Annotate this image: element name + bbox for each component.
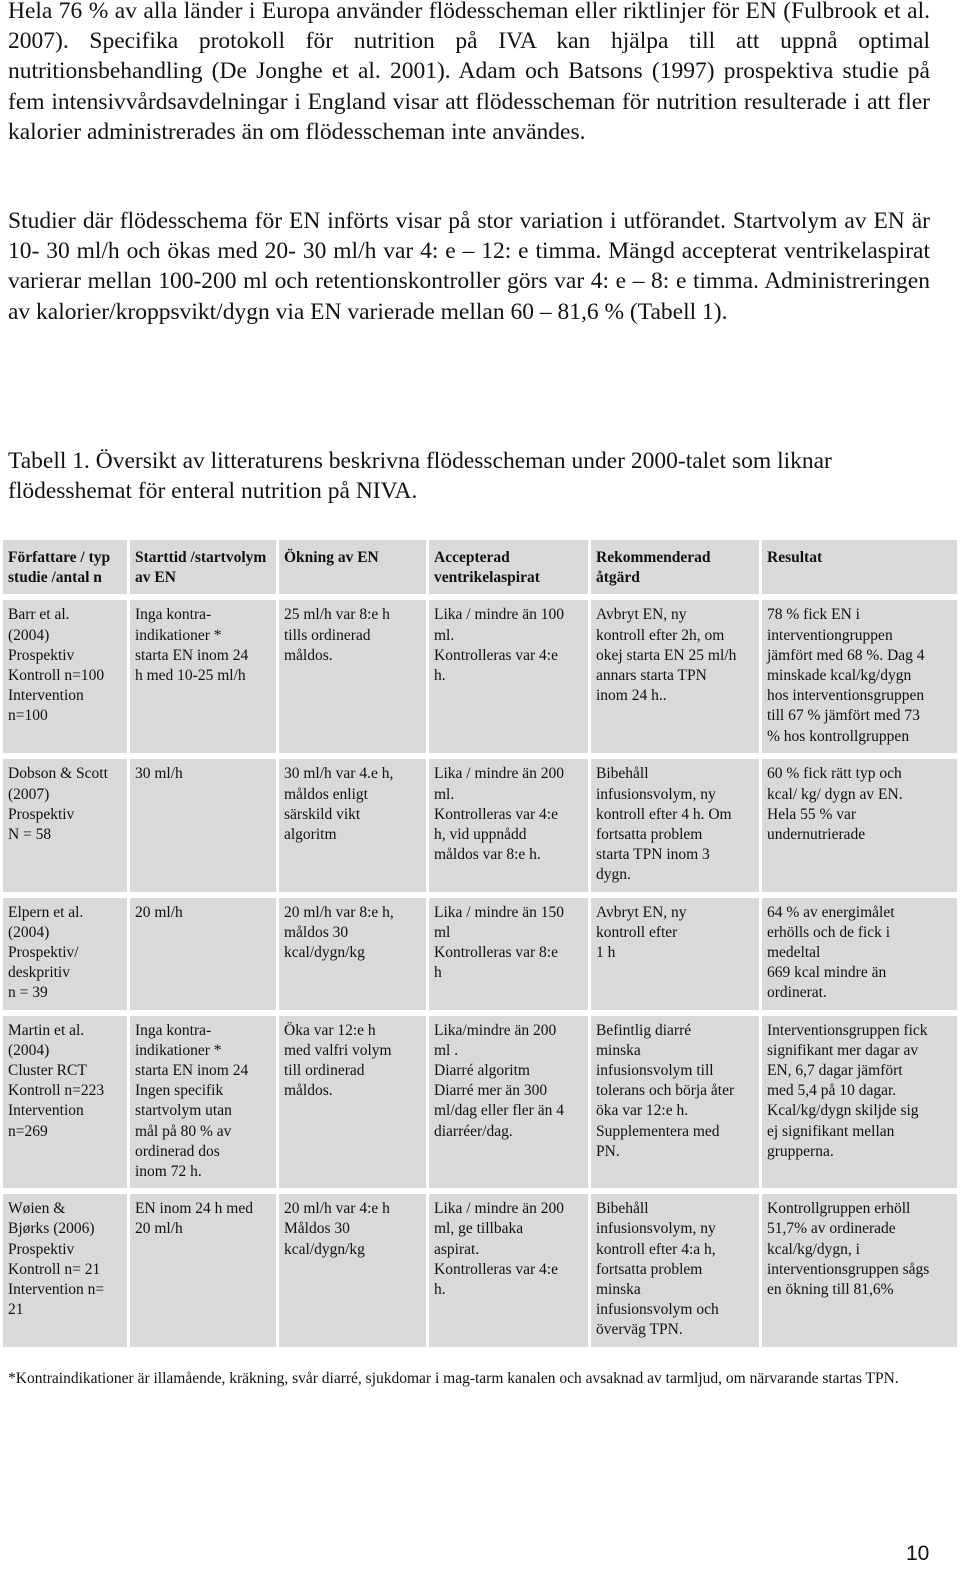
table-cell: Avbryt EN, ny kontroll efter 1 h <box>591 898 762 1010</box>
header-increase: Ökning av EN <box>279 540 429 594</box>
header-gastric-residual: Accepterad ventrikelaspirat <box>429 540 591 594</box>
header-recommended-action: Rekommenderad åtgärd <box>591 540 762 594</box>
table-row <box>3 1194 957 1346</box>
table-cell: 64 % av energimålet erhölls och de fick i medeltal 669 kcal mindre än ordinerat. <box>762 898 957 1010</box>
table-cell: Barr et al. (2004) Prospektiv Kontroll n=100 Intervention n=100 <box>3 600 130 753</box>
header-author-study: Författare / typ studie /antal n <box>3 540 130 594</box>
table-row <box>3 1016 957 1189</box>
table-cell: Lika / mindre än 100 ml. Kontrolleras var 4:e h. <box>429 600 591 753</box>
table-cell: Inga kontra- indikationer * starta EN inom 24 h med 10-25 ml/h <box>130 600 279 753</box>
page-number: 10 <box>906 1542 930 1565</box>
table-cell: 30 ml/h var 4.e h, måldos enligt särskild vikt algoritm <box>279 759 429 891</box>
table-cell: Inga kontra- indikationer * starta EN inom 24 Ingen specifik startvolym utan mål på 80 % av ordinerad dos inom 72 h. <box>130 1016 279 1189</box>
table-cell: 20 ml/h <box>130 898 279 1010</box>
table-cell: 25 ml/h var 8:e h tills ordinerad måldos. <box>279 600 429 753</box>
table-cell: Bibehåll infusionsvolym, ny kontroll efter 4:a h, fortsatta problem minska infusionsvolym och överväg TPN. <box>591 1194 762 1346</box>
table-row <box>3 600 957 753</box>
table-cell: 30 ml/h <box>130 759 279 891</box>
header-result: Resultat <box>762 540 957 594</box>
table-cell: 78 % fick EN i interventiongruppen jämfört med 68 %. Dag 4 minskade kcal/kg/dygn hos interventionsgruppen till 67 % jämfört med 73 % hos kontrollgruppen <box>762 600 957 753</box>
table-cell: Elpern et al. (2004) Prospektiv/ deskpritiv n = 39 <box>3 898 130 1010</box>
body-paragraph-2: Studier där flödesschema för EN införts visar på stor variation i utförandet. Startvolym av EN är 10- 30 ml/h och ökas med 20- 30 ml/h var 4: e – 12: e timma. Mängd accepterat ventrikelaspirat varierar mellan 100-200 ml och retentionskontroller görs var 4: e – 8: e timma. Administreringen av kalorier/kroppsvikt/dygn via EN varierade mellan 60 – 81,6 % (Tabell 1). <box>8 208 930 325</box>
body-paragraph-1: Hela 76 % av alla länder i Europa använder flödesscheman eller riktlinjer för EN (Fulbrook et al. 2007). Specifika protokoll för nutrition på IVA kan hjälpa till att uppnå optimal nutritionsbehandling (De Jonghe et al. 2001). Adam och Batsons (1997) prospektiva studie på fem intensivvårdsavdelningar i England visar att flödesscheman för nutrition resulterade i att fler kalorier administrerades än om flödesscheman inte användes. <box>8 0 930 145</box>
table-cell: Dobson & Scott (2007) Prospektiv N = 58 <box>3 759 130 891</box>
table-row <box>3 759 957 891</box>
table-cell: Befintlig diarré minska infusionsvolym till tolerans och börja åter öka var 12:e h. Supplementera med PN. <box>591 1016 762 1189</box>
table-cell: Martin et al. (2004) Cluster RCT Kontroll n=223 Intervention n=269 <box>3 1016 130 1189</box>
table-cell: Lika/mindre än 200 ml . Diarré algoritm Diarré mer än 300 ml/dag eller fler än 4 diarréer/dag. <box>429 1016 591 1189</box>
table-cell: Wøien & Bjørks (2006) Prospektiv Kontroll n= 21 Intervention n= 21 <box>3 1194 130 1346</box>
table-cell: Avbryt EN, ny kontroll efter 2h, om okej starta EN 25 ml/h annars starta TPN inom 24 h.. <box>591 600 762 753</box>
table-caption <box>8 446 938 506</box>
table-row <box>3 898 957 1010</box>
header-start-time: Starttid /startvolym av EN <box>130 540 279 594</box>
table-caption-text: Översikt av litteraturens beskrivna flödesscheman under 2000-talet som liknar flödesshemat för enteral nutrition på NIVA. <box>8 448 832 505</box>
table-cell: 60 % fick rätt typ och kcal/ kg/ dygn av EN. Hela 55 % var undernutrierade <box>762 759 957 891</box>
table-cell: 20 ml/h var 4:e h Måldos 30 kcal/dygn/kg <box>279 1194 429 1346</box>
table-cell: Öka var 12:e h med valfri volym till ordinerad måldos. <box>279 1016 429 1189</box>
literature-table <box>3 534 957 1353</box>
table-caption-label: Tabell 1. <box>8 448 90 474</box>
table-cell: 20 ml/h var 8:e h, måldos 30 kcal/dygn/kg <box>279 898 429 1010</box>
table-cell: EN inom 24 h med 20 ml/h <box>130 1194 279 1346</box>
table-header-row <box>3 540 957 594</box>
table-cell: Lika / mindre än 150 ml Kontrolleras var 8:e h <box>429 898 591 1010</box>
table-footnote: *Kontraindikationer är illamående, kräkning, svår diarré, sjukdomar i mag-tarm kanalen och avsaknad av tarmljud, om närvarande startas TPN. <box>8 1370 899 1387</box>
table-cell: Kontrollgruppen erhöll 51,7% av ordinerade kcal/kg/dygn, i interventionsgruppen sågs en ökning till 81,6% <box>762 1194 957 1346</box>
table-cell: Lika / mindre än 200 ml. Kontrolleras var 4:e h, vid uppnådd måldos var 8:e h. <box>429 759 591 891</box>
table-cell: Interventionsgruppen fick signifikant mer dagar av EN, 6,7 dagar jämfört med 5,4 på 10 dagar. Kcal/kg/dygn skiljde sig ej signifikant mellan grupperna. <box>762 1016 957 1189</box>
table-cell: Lika / mindre än 200 ml, ge tillbaka aspirat. Kontrolleras var 4:e h. <box>429 1194 591 1346</box>
table-cell: Bibehåll infusionsvolym, ny kontroll efter 4 h. Om fortsatta problem starta TPN inom 3 dygn. <box>591 759 762 891</box>
